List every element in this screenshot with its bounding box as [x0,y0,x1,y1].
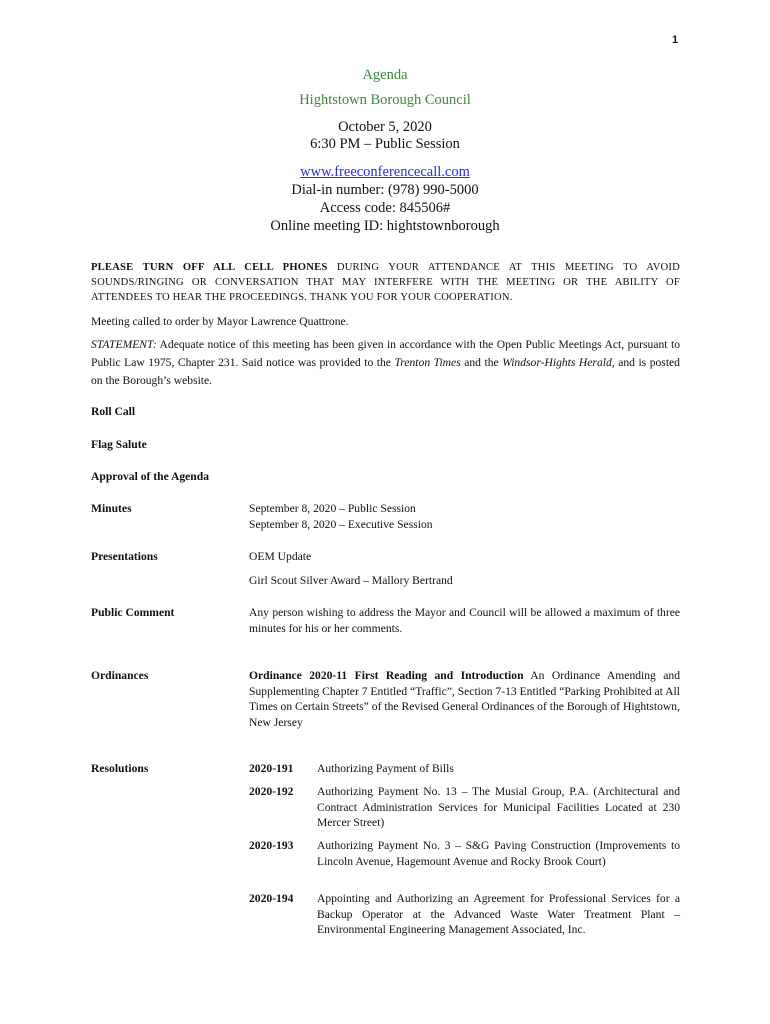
public-comment-label: Public Comment [91,606,175,619]
ordinance-text [249,668,680,730]
roll-call: Roll Call [91,405,136,418]
conference-link-row [0,163,770,181]
meeting-session: 6:30 PM – Public Session [310,136,460,152]
online-meeting-id: Online meeting ID: hightstownborough [270,218,500,234]
resolution-text: Authorizing Payment No. 3 – S&G Paving Construction (Improvements to Lincoln Avenue, Hagemount Avenue and Rocky Brook Court) [317,839,680,868]
resolution-text: Authorizing Payment No. 13 – The Musial Group, P.A. (Architectural and Contract Administration Services for Municipal Facilities Located at 230 Mercer Street) [317,785,680,829]
resolution-number: 2020-191 [249,762,294,775]
flag-salute: Flag Salute [91,438,147,451]
page-number: 1 [672,34,679,46]
presentations-label: Presentations [91,550,158,563]
resolution-text: Authorizing Payment of Bills [317,762,454,775]
statement [91,336,680,390]
statement-part3: , and is posted on the Borough’s website. [91,356,680,387]
approval-of-agenda: Approval of the Agenda [91,470,209,483]
dial-in-number: Dial-in number: (978) 990-5000 [291,182,479,198]
statement-part1: Adequate notice of this meeting has been given in accordance with the Open Public Meetings Act, pursuant to Public Law 1975, Chapter 231. Said notice was provided to the [91,338,680,369]
resolution-number: 2020-194 [249,892,294,905]
presentation-item: OEM Update [249,550,312,563]
ordinance-title: Ordinance 2020-11 First Reading and Introduction [249,669,524,682]
notice-bold: PLEASE TURN OFF ALL CELL PHONES [91,262,328,273]
council-name: Hightstown Borough Council [299,92,471,108]
minutes-item: September 8, 2020 – Executive Session [249,518,433,531]
conference-link[interactable]: www.freeconferencecall.com [300,164,470,180]
presentation-item: Girl Scout Silver Award – Mallory Bertrand [249,574,453,587]
minutes-item: September 8, 2020 – Public Session [249,502,416,515]
statement-part2: and the [460,356,503,369]
statement-paper1: Trenton Times [394,356,461,369]
called-to-order: Meeting called to order by Mayor Lawrence Quattrone. [91,315,349,328]
ordinance-description: An Ordinance Amending and Supplementing Chapter 7 Entitled “Traffic”, Section 7-13 Entitled “Parking Prohibited at All Times on Certain Streets” of the Revised General Ordinances of the Borough of Hightstown, New Jersey [249,669,680,729]
meeting-date: October 5, 2020 [338,119,432,135]
resolution-number: 2020-193 [249,839,294,852]
cell-phone-notice [91,260,680,305]
public-comment-text: Any person wishing to address the Mayor and Council will be allowed a maximum of three minutes for his or her comments. [249,606,680,635]
access-code: Access code: 845506# [319,200,451,216]
resolutions-label: Resolutions [91,762,149,775]
ordinances-label: Ordinances [91,669,149,682]
statement-label: STATEMENT: [91,338,157,351]
agenda-title: Agenda [362,67,408,83]
statement-paper2: Windsor-Hights Herald [502,356,612,369]
resolution-text: Appointing and Authorizing an Agreement for Professional Services for a Backup Operator at the Advanced Waste Water Treatment Plant – Environmental Engineering Management Associated, Inc. [317,892,680,936]
resolution-number: 2020-192 [249,785,294,798]
minutes-label: Minutes [91,502,132,515]
notice-text: DURING YOUR ATTENDANCE AT THIS MEETING TO AVOID SOUNDS/RINGING OR CONVERSATION THAT MAY INTERFERE WITH THE MEETING OR THE ABILITY OF ATTENDEES TO HEAR THE PROCEEDINGS. THANK YOU FOR YOUR COOPERATION. [91,262,680,303]
